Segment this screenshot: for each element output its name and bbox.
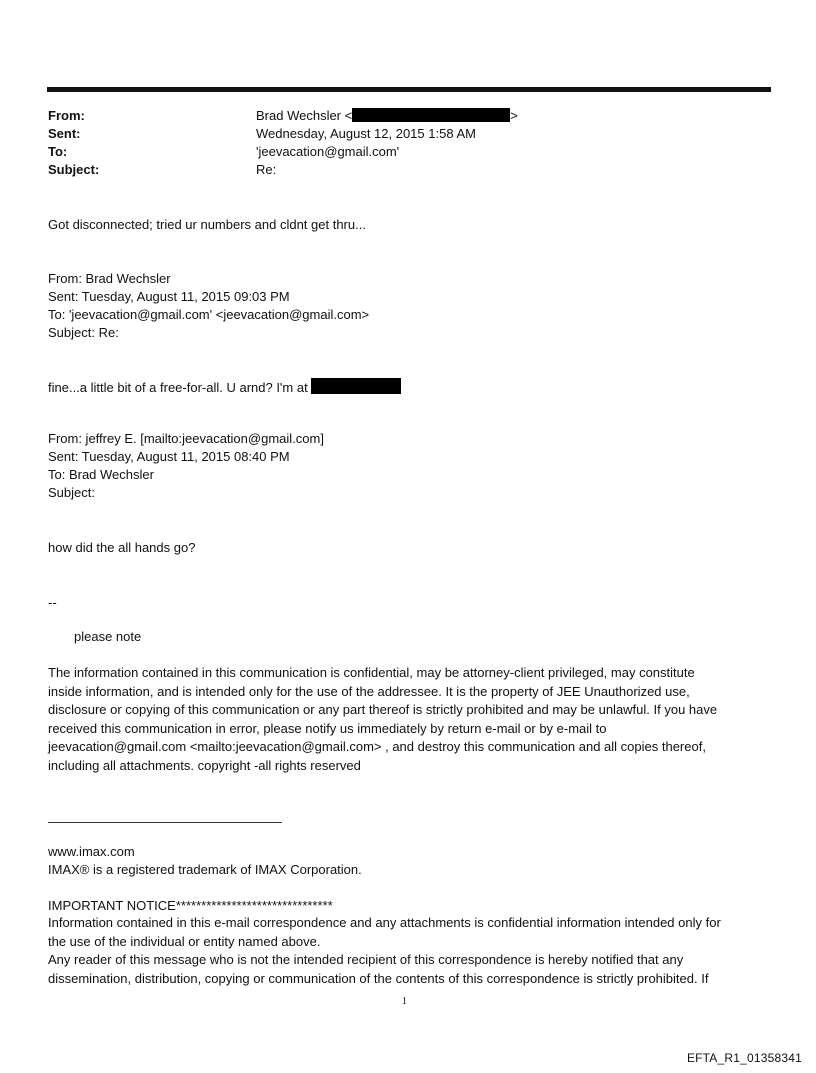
disclaimer-line: inside information, and is intended only for the use of the addressee. It is the property of JEE Unauthorized use,: [48, 683, 690, 699]
quote2-sent: Sent: Tuesday, August 11, 2015 08:40 PM: [48, 449, 290, 464]
notice-body: [48, 914, 770, 988]
from-label: From:: [48, 108, 85, 123]
from-bracket-close: >: [510, 108, 518, 123]
quote1-from: From: Brad Wechsler: [48, 271, 171, 286]
notice-line: dissemination, distribution, copying or communication of the contents of this correspondence is strictly prohibited. If: [48, 970, 709, 986]
imax-trademark: IMAX® is a registered trademark of IMAX Corporation.: [48, 862, 362, 877]
quote1-subject: Subject: Re:: [48, 325, 119, 340]
imax-url: www.imax.com: [48, 844, 135, 859]
body-line-2: [48, 378, 401, 397]
to-value: 'jeevacation@gmail.com': [256, 144, 400, 159]
document-id: EFTA_R1_01358341: [686, 1051, 802, 1065]
notice-line: Any reader of this message who is not the intended recipient of this correspondence is hereby notified that any: [48, 952, 684, 968]
disclaimer-line: The information contained in this communication is confidential, may be attorney-client privileged, may constitute: [48, 665, 695, 680]
from-sender-name: Brad Wechsler <: [256, 108, 353, 123]
confidentiality-disclaimer: [48, 664, 770, 776]
please-note: please note: [74, 629, 142, 644]
notice-line: Information contained in this e-mail correspondence and any attachments is confidential information intended only for: [48, 915, 721, 930]
sent-label: Sent:: [48, 126, 81, 141]
disclaimer-line: jeevacation@gmail.com <mailto:jeevacation@gmail.com> , and destroy this communication and all copies thereof,: [48, 739, 706, 755]
redaction-box: [311, 378, 401, 394]
header-rule: [47, 87, 771, 92]
quote2-to: To: Brad Wechsler: [48, 467, 154, 482]
disclaimer-line: received this communication in error, please notify us immediately by return e-mail or by e-mail to: [48, 720, 607, 736]
subject-value: Re:: [256, 162, 277, 177]
disclaimer-line: including all attachments. copyright -all rights reserved: [48, 757, 361, 773]
subject-label: Subject:: [48, 162, 100, 177]
from-value: [256, 107, 518, 125]
signature-separator: --: [48, 595, 57, 610]
notice-title: IMPORTANT NOTICE*******************************: [48, 898, 333, 913]
quote1-sent: Sent: Tuesday, August 11, 2015 09:03 PM: [48, 289, 290, 304]
page-number: 1: [402, 996, 407, 1007]
quote2-subject: Subject:: [48, 485, 95, 500]
sent-value: Wednesday, August 12, 2015 1:58 AM: [256, 126, 476, 141]
notice-line: the use of the individual or entity named above.: [48, 933, 321, 949]
quote2-from: From: jeffrey E. [mailto:jeevacation@gmail.com]: [48, 431, 324, 446]
body-line-1: Got disconnected; tried ur numbers and cldnt get thru...: [48, 217, 366, 232]
disclaimer-line: disclosure or copying of this communication or any part thereof is strictly prohibited and may be unlawful. If you have: [48, 702, 718, 718]
to-label: To:: [48, 144, 68, 159]
imax-separator-rule: [48, 822, 282, 823]
redaction-box: [352, 108, 510, 122]
quote1-to: To: 'jeevacation@gmail.com' <jeevacation@gmail.com>: [48, 307, 370, 322]
body-line-2-text: fine...a little bit of a free-for-all. U arnd? I'm at: [48, 380, 308, 395]
body-line-3: how did the all hands go?: [48, 540, 196, 555]
